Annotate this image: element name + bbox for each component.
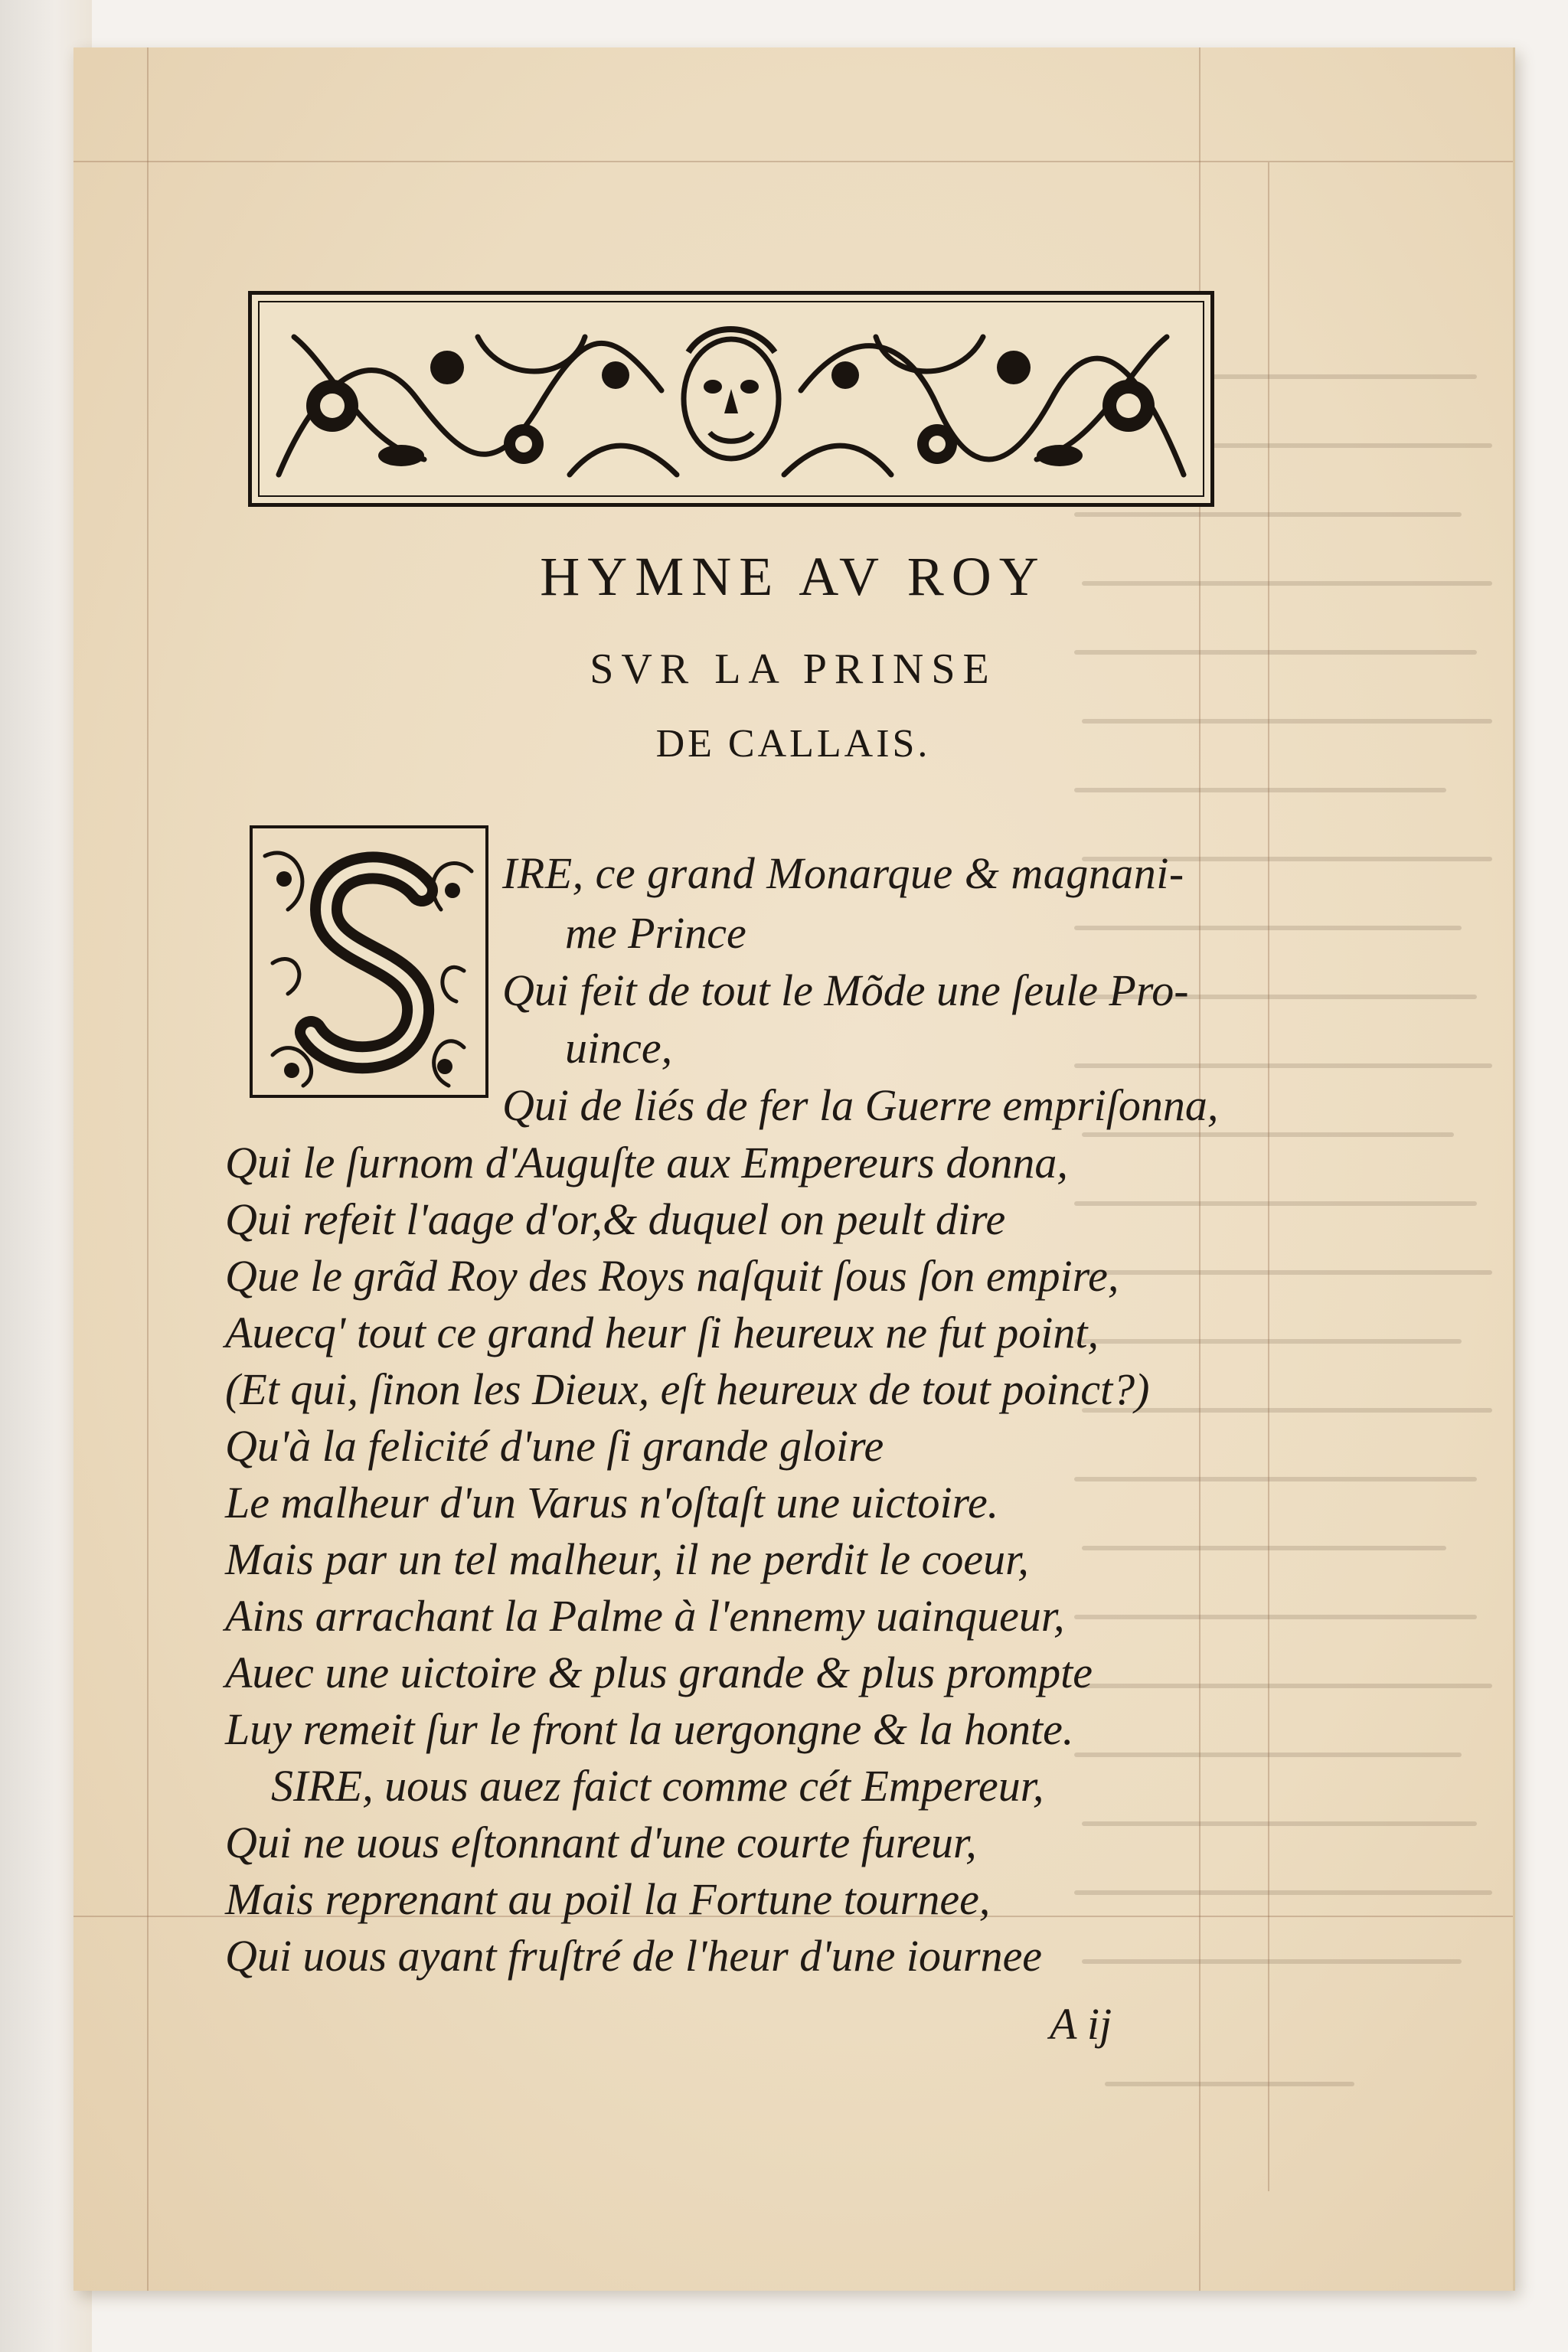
headpiece-ornament	[248, 291, 1214, 507]
verse-line: Qui ne uous eſtonnant d'une courte fureur,	[225, 1818, 977, 1867]
verse-line: SIRE, uous auez faict comme cét Empereur,	[271, 1761, 1044, 1811]
title-line-3: DE CALLAIS.	[655, 722, 931, 766]
verse-line: Ains arrachant la Palme à l'ennemy uainqueur,	[225, 1591, 1065, 1641]
title-line-1: HYMNE AV ROY	[540, 546, 1047, 607]
verse-line: Qui feit de tout le Mõde une ſeule Pro-	[502, 965, 1189, 1015]
decorated-initial-s	[250, 825, 488, 1098]
rule-left	[147, 47, 149, 2291]
verse-line: Qui le ſurnom d'Auguſte aux Empereurs donna,	[225, 1138, 1068, 1187]
verse-line: Qui de liés de fer la Guerre empriſonna,	[502, 1080, 1219, 1130]
folio-signature: A ij	[1050, 1999, 1112, 2049]
verse-line: me Prince	[565, 908, 746, 958]
verse-line: Qui uous ayant fruſtré de l'heur d'une iournee	[225, 1931, 1043, 1981]
verse-line: Mais par un tel malheur, il ne perdit le coeur,	[225, 1534, 1029, 1584]
title-line-2: SVR LA PRINSE	[590, 645, 997, 693]
verse-line: Auecq' tout ce grand heur ſi heureux ne fut point,	[225, 1308, 1099, 1357]
verse-line: Mais reprenant au poil la Fortune tournee,	[225, 1874, 991, 1924]
rule-top	[74, 161, 1513, 162]
rule-right-outer	[1268, 162, 1269, 2191]
verse-line: Qui refeit l'aage d'or,& duquel on peult dire	[225, 1194, 1006, 1244]
verse-line: uince,	[565, 1023, 673, 1073]
verse-line: Le malheur d'un Varus n'oſtaſt une uictoire.	[225, 1478, 999, 1527]
verse-line: Que le grãd Roy des Roys naſquit ſous ſon empire,	[225, 1251, 1119, 1301]
verse-line: (Et qui, ſinon les Dieux, eſt heureux de tout poinct?)	[225, 1364, 1150, 1414]
verse-line: Qu'à la felicité d'une ſi grande gloire	[225, 1421, 884, 1471]
verse-line: IRE, ce grand Monarque & magnani-	[502, 848, 1184, 898]
verse-line: Auec une uictoire & plus grande & plus prompte	[225, 1648, 1093, 1697]
book-page	[74, 47, 1515, 2291]
verse-line: Luy remeit ſur le front la uergongne & la honte.	[225, 1704, 1074, 1754]
